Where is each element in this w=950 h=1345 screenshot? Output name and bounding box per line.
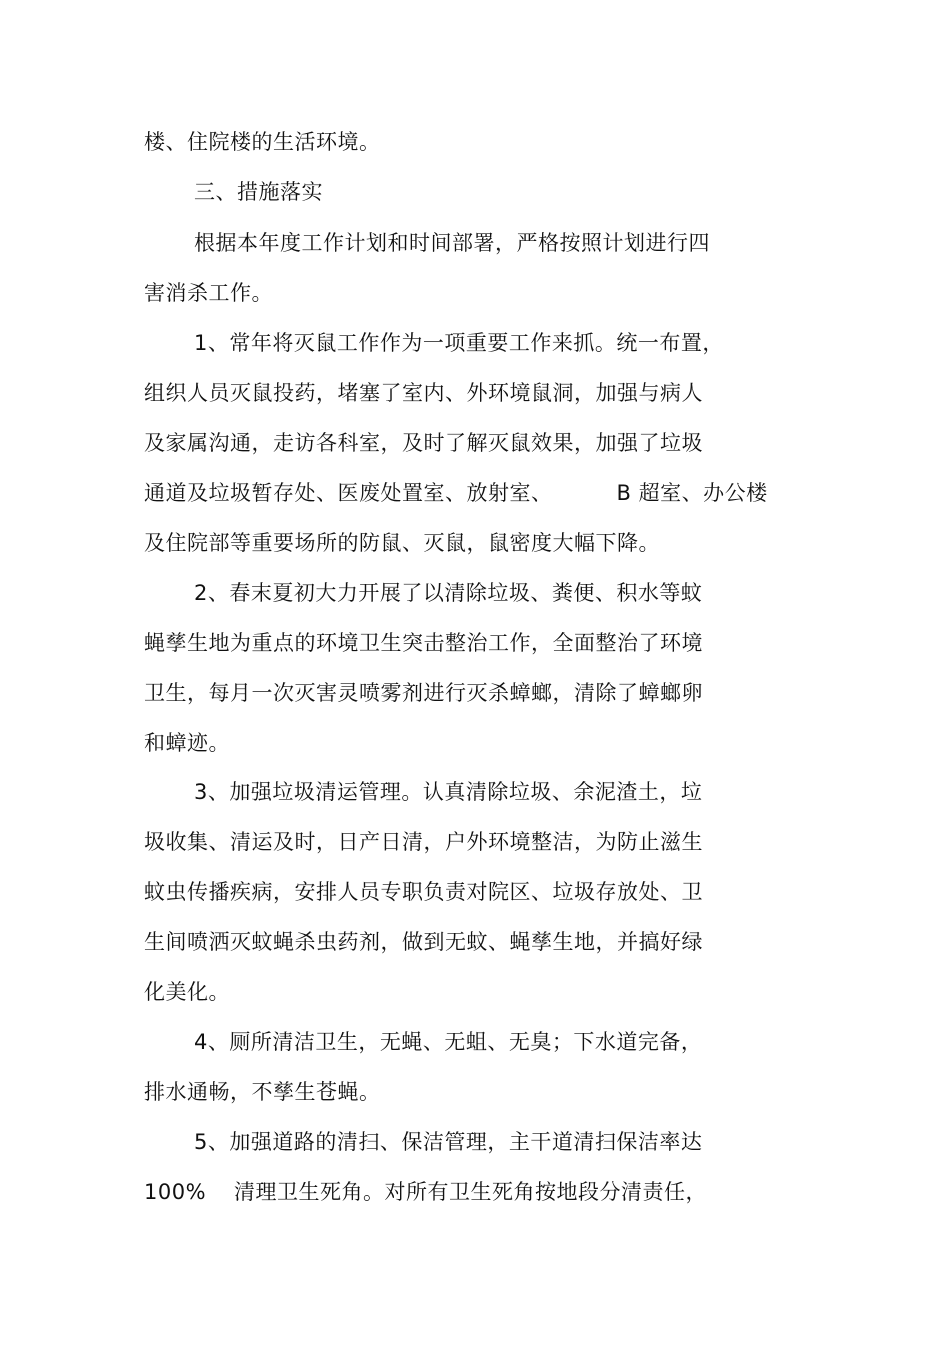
- paragraph-line: 生间喷洒灭蚊蝇杀虫药剂，做到无蚊、蝇孳生地，并搞好绿: [144, 930, 703, 954]
- paragraph-line: 组织人员灭鼠投药，堵塞了室内、外环境鼠洞，加强与病人: [144, 381, 703, 405]
- paragraph-line: 卫生，每月一次灭害灵喷雾剂进行灭杀蟑螂，清除了蟑螂卵: [144, 681, 703, 705]
- paragraph-line: 排水通畅，不孳生苍蝇。: [144, 1080, 381, 1104]
- paragraph-line: 化美化。: [144, 980, 230, 1004]
- paragraph-line: 1、常年将灭鼠工作作为一项重要工作来抓。统一布置，: [194, 331, 724, 355]
- paragraph-line: 蝇孳生地为重点的环境卫生突击整治工作，全面整治了环境: [144, 631, 703, 655]
- paragraph-line: [144, 1178, 707, 1206]
- paragraph-line: 4、厕所清洁卫生，无蝇、无蛆、无臭；下水道完备，: [194, 1030, 703, 1054]
- paragraph-line-part: 通道及垃圾暂存处、医废处置室、放射室、: [144, 481, 553, 505]
- section-heading: 三、措施落实: [194, 180, 323, 204]
- paragraph-line: 圾收集、清运及时，日产日清，户外环境整洁，为防止滋生: [144, 830, 703, 854]
- paragraph-line: 及家属沟通，走访各科室，及时了解灭鼠效果，加强了垃圾: [144, 431, 703, 455]
- paragraph-line: 和蟑迹。: [144, 731, 230, 755]
- paragraph-line: 及住院部等重要场所的防鼠、灭鼠，鼠密度大幅下降。: [144, 531, 660, 555]
- paragraph-line: [144, 479, 768, 507]
- paragraph-line: 2、春末夏初大力开展了以清除垃圾、粪便、积水等蚊: [194, 581, 703, 605]
- paragraph-line: 楼、住院楼的生活环境。: [144, 130, 381, 154]
- paragraph-line-part: 清理卫生死角。对所有卫生死角按地段分清责任，: [234, 1180, 708, 1204]
- paragraph-line: 3、加强垃圾清运管理。认真清除垃圾、余泥渣土，垃: [194, 780, 703, 804]
- paragraph-line: 5、加强道路的清扫、保洁管理，主干道清扫保洁率达: [194, 1130, 703, 1154]
- paragraph-line-part: B 超室、办公楼: [616, 481, 768, 505]
- paragraph-line: 害消杀工作。: [144, 281, 273, 305]
- paragraph-line-part: 100%: [144, 1180, 207, 1204]
- paragraph-line: 蚊虫传播疾病，安排人员专职负责对院区、垃圾存放处、卫: [144, 880, 703, 904]
- paragraph-line: 根据本年度工作计划和时间部署，严格按照计划进行四: [194, 231, 710, 255]
